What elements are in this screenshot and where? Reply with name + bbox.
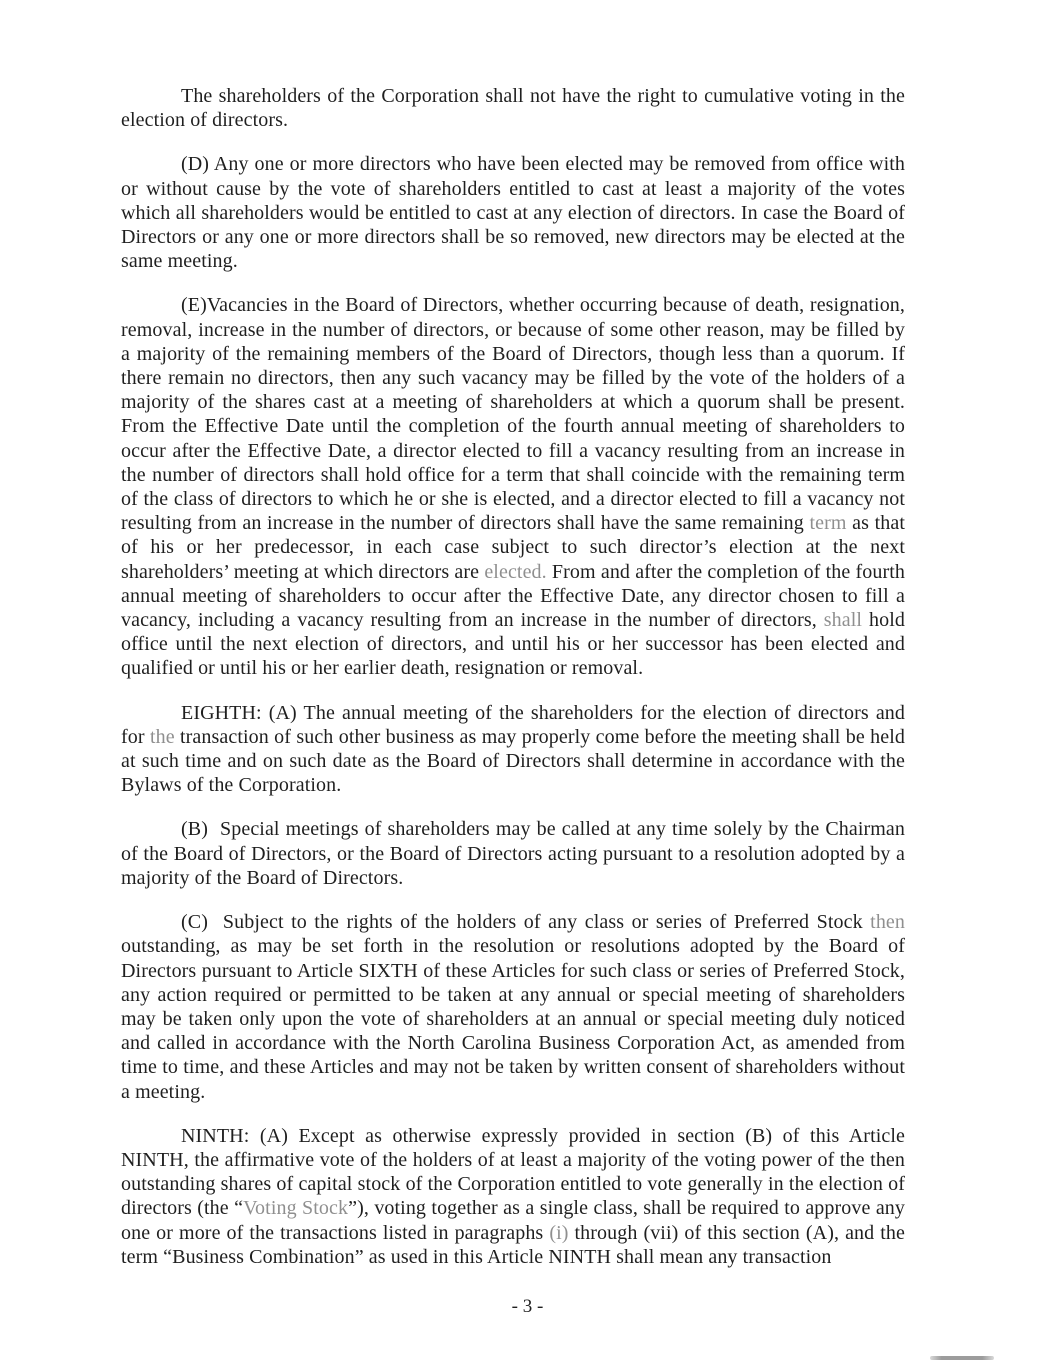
faded-text-run: the (149, 725, 175, 748)
paragraph (121, 817, 905, 890)
text-run: transaction of such other business as may properly come before the meeting shall be held at such time and on such date as the Board of Directors shall determine in accordance with the Bylaws of the Corporation. (121, 725, 905, 797)
faded-text-run: (i) (549, 1221, 569, 1244)
faded-text-run: shall (823, 609, 863, 632)
text-run: as that of his or her predecessor, in each case subject to such director’s election at the next shareholders’ meeting at which directors are (121, 512, 905, 583)
paragraph (121, 84, 905, 132)
text-run: EIGHTH: (A) The annual meeting of the shareholders for the election of directors and for (121, 701, 905, 748)
text-run: outstanding, as may be set forth in the resolution or resolutions adopted by the Board of Directors pursuant to Article SIXTH of these Articles for such class or series of Preferred Stock, any action required or permitted to be taken at any annual or special meeting of shareholders may be taken only upon the vote of shareholders at an annual or special meeting duly noticed and called in accordance with the North Carolina Business Corporation Act, as amended from time to time, and these Articles and may not be taken by written consent of shareholders without a meeting. (121, 935, 905, 1103)
scan-artifact (930, 1356, 994, 1360)
text-run: hold office until the next election of directors, and until his or her successor has been elected and qualified or until his or her earlier death, resignation or removal. (121, 609, 905, 680)
paragraph (121, 701, 905, 798)
text-run: (C) Subject to the rights of the holders of any class or series of Preferred Stock (181, 911, 871, 934)
paragraph (121, 910, 905, 1104)
text-run: (E)Vacancies in the Board of Directors, whether occurring because of death, resignation, removal, increase in the number of directors, or because of some other reason, may be filled by a majority of the remaining members of the Board of Directors, though less than a quorum. If there remain no directors, then any such vacancy may be filled by the vote of the holders of a majority of the shares cast at a meeting of shareholders at which a quorum shall be present. From the Effective Date until the completion of the fourth annual meeting of shareholders to occur after the Effective Date, a director elected to fill a vacancy resulting from an increase in the number of directors shall hold office for a term that shall coincide with the remaining term of the class of directors to which he or she is elected, and a director elected to fill a vacancy not resulting from an increase in the number of directors shall have the same remaining (121, 294, 905, 535)
paragraph (121, 1124, 905, 1269)
document-text (121, 84, 905, 1289)
text-run: The shareholders of the Corporation shall not have the right to cumulative voting in the election of directors. (121, 85, 905, 132)
paragraph (121, 293, 905, 680)
text-run: From and after the completion of the fourth annual meeting of shareholders to occur after the Effective Date, any director chosen to fill a vacancy, including a vacancy resulting from an increase in the number of directors, (121, 560, 905, 632)
faded-text-run: Voting Stock (243, 1197, 349, 1220)
faded-text-run: elected. (484, 560, 547, 583)
text-run: through (vii) of this section (A), and the term “Business Combination” as used in this Article NINTH shall mean any transaction (121, 1221, 905, 1268)
faded-text-run: term (809, 512, 847, 535)
page-number: - 3 - (511, 1296, 544, 1317)
text-run: (D) Any one or more directors who have been elected may be removed from office with or without cause by the vote of shareholders entitled to cast at least a majority of the votes which all shareholders would be entitled to cast at any election of directors. In case the Board of Directors or any one or more directors shall be so removed, new directors may be elected at the same meeting. (121, 153, 905, 273)
paragraph (121, 152, 905, 273)
text-run: NINTH: (A) Except as otherwise expressly provided in section (B) of this Article NINTH, the affirmative vote of the holders of at least a majority of the voting power of the then outstanding shares of capital stock of the Corporation entitled to vote generally in the election of directors (the “ (121, 1124, 905, 1220)
text-run: (B) Special meetings of shareholders may be called at any time solely by the Chairman of the Board of Directors, or the Board of Directors acting pursuant to a resolution adopted by a majority of the Board of Directors. (121, 818, 905, 889)
text-run: ”), voting together as a single class, shall be required to approve any one or more of the transactions listed in paragraphs (121, 1197, 905, 1244)
faded-text-run: then (870, 911, 905, 934)
